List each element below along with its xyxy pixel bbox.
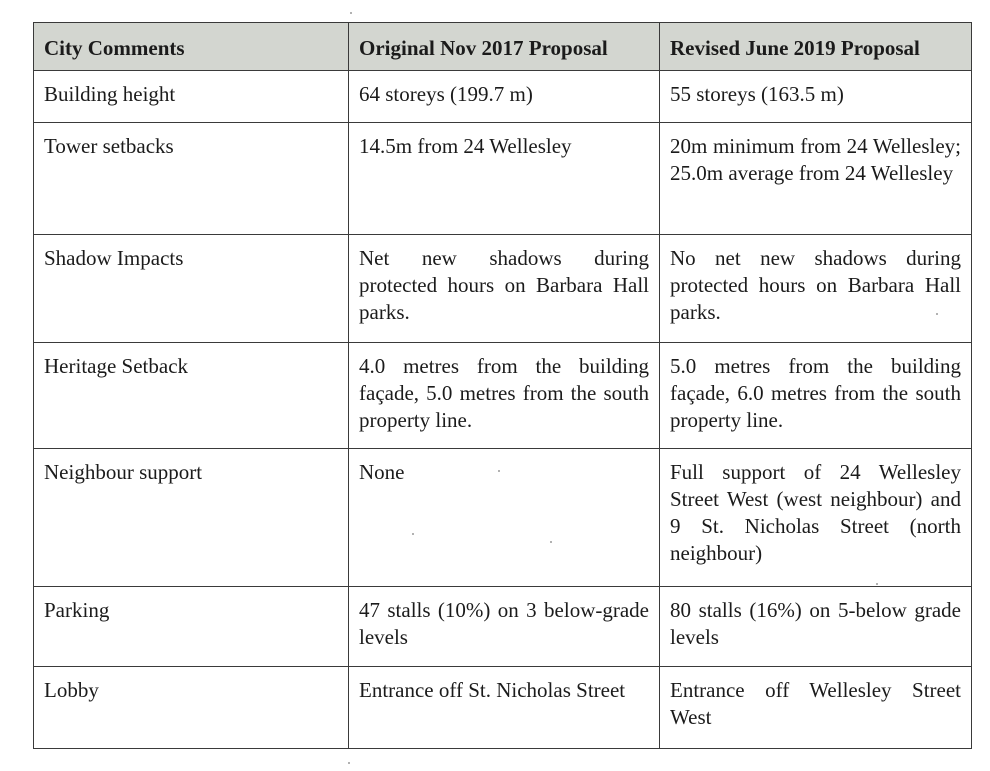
table-header	[34, 23, 972, 71]
row-original-value: Entrance off St. Nicholas Street	[349, 667, 660, 749]
table-row	[34, 449, 972, 587]
row-revised-value: Full support of 24 Wellesley Street West (west neighbour) and 9 St. Nicholas Street (north neighbour)	[660, 449, 972, 587]
scan-speck	[550, 541, 552, 543]
row-topic: Building height	[34, 71, 349, 123]
row-revised-value: Entrance off Wellesley Street West	[660, 667, 972, 749]
header-original-proposal: Original Nov 2017 Proposal	[349, 23, 660, 71]
scanned-page	[33, 22, 971, 749]
row-original-value: 47 stalls (10%) on 3 below-grade levels	[349, 587, 660, 667]
header-city-comments: City Comments	[34, 23, 349, 71]
row-topic: Parking	[34, 587, 349, 667]
row-topic: Tower setbacks	[34, 123, 349, 235]
scan-speck	[350, 12, 352, 14]
scan-speck	[412, 533, 414, 535]
row-revised-value: 80 stalls (16%) on 5-below grade levels	[660, 587, 972, 667]
table-row	[34, 587, 972, 667]
scan-speck	[498, 470, 500, 472]
row-revised-value: No net new shadows during protected hours on Barbara Hall parks.	[660, 235, 972, 343]
row-original-value: 4.0 metres from the building façade, 5.0 metres from the south property line.	[349, 343, 660, 449]
scan-speck	[348, 762, 350, 764]
row-original-value: 14.5m from 24 Wellesley	[349, 123, 660, 235]
proposal-comparison-table	[33, 22, 972, 749]
row-original-value: 64 storeys (199.7 m)	[349, 71, 660, 123]
row-topic: Lobby	[34, 667, 349, 749]
scan-speck	[936, 313, 938, 315]
table-row	[34, 123, 972, 235]
row-original-value: Net new shadows during protected hours on Barbara Hall parks.	[349, 235, 660, 343]
table-row	[34, 343, 972, 449]
row-topic: Neighbour support	[34, 449, 349, 587]
table-row	[34, 667, 972, 749]
table-row	[34, 235, 972, 343]
row-revised-value: 20m minimum from 24 Wellesley; 25.0m average from 24 Wellesley	[660, 123, 972, 235]
header-row	[34, 23, 972, 71]
table-body	[34, 71, 972, 749]
row-topic: Heritage Setback	[34, 343, 349, 449]
row-topic: Shadow Impacts	[34, 235, 349, 343]
row-revised-value: 5.0 metres from the building façade, 6.0 metres from the south property line.	[660, 343, 972, 449]
header-revised-proposal: Revised June 2019 Proposal	[660, 23, 972, 71]
table-row	[34, 71, 972, 123]
scan-speck	[876, 583, 878, 585]
row-original-value: None	[349, 449, 660, 587]
row-revised-value: 55 storeys (163.5 m)	[660, 71, 972, 123]
